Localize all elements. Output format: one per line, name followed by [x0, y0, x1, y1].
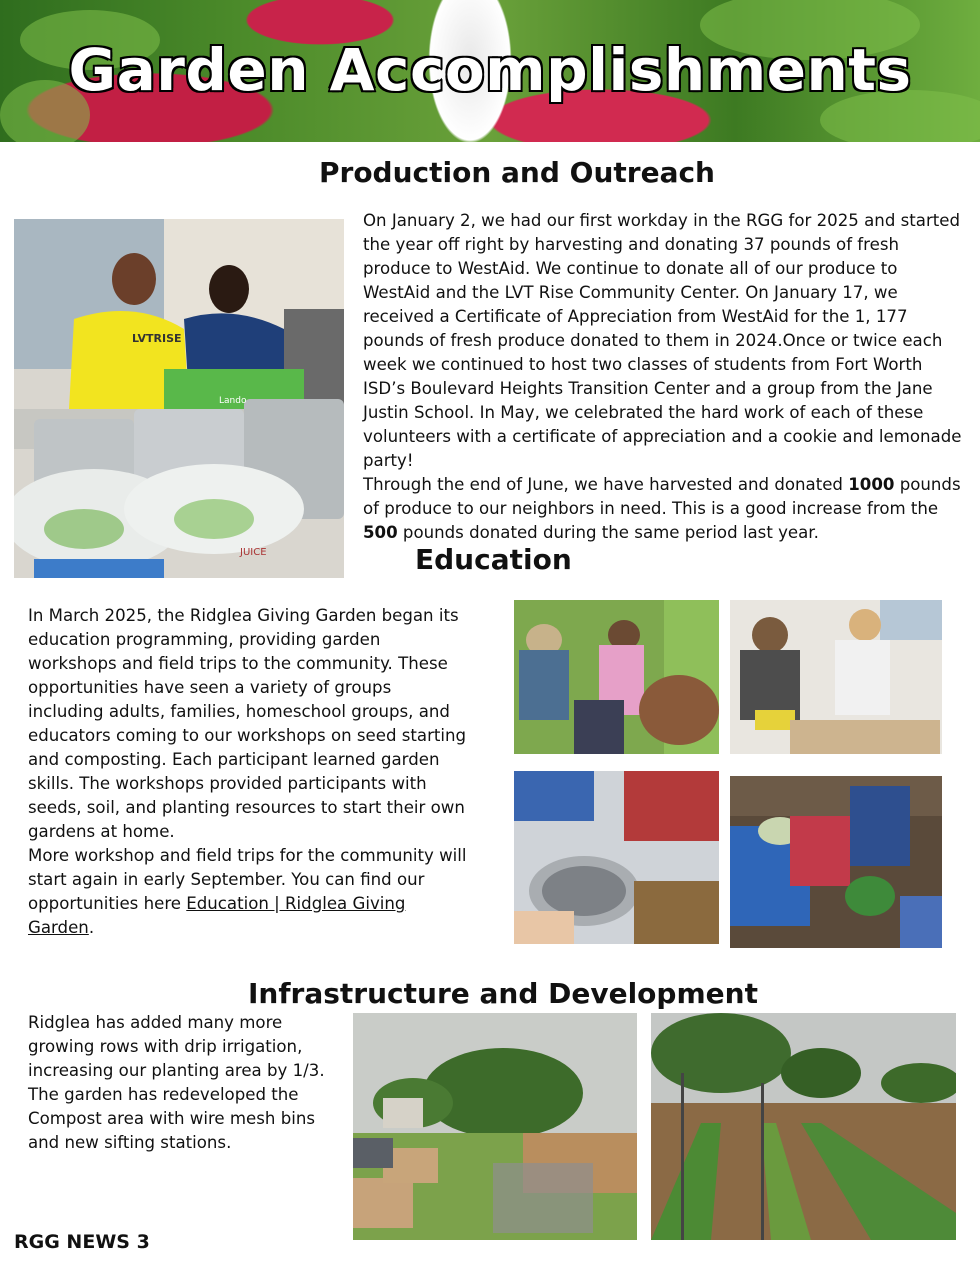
education-heading: Education [415, 543, 572, 576]
education-paragraph-2: More workshop and field trips for the community will start again in early September. You can find our opportunities here Education | Ridglea Giving Garden. [28, 846, 467, 937]
compost-area-photo [353, 1013, 637, 1240]
page-title: Garden Accomplishments [68, 36, 912, 104]
production-paragraph-1: On January 2, we had our first workday in the RGG for 2025 and started the year off right by harvesting and donating 37 pounds of fresh produce to WestAid. We continue to donate all of our produce to WestAid and the LVT Rise Community Center. On January 17, we received a Certificate of Appreciation from WestAid for the 1, 177 pounds of fresh produce donated to them in 2024.Once or twice each week we continued to host two classes of students from Fort Worth ISD’s Boulevard Heights Transition Center and a group from the Jane Justin School. In May, we celebrated the hard work of each of these volunteers with a certificate of appreciation and a cookie and lemonade party! [363, 211, 962, 470]
production-paragraph-2: Through the end of June, we have harvested and donated 1000 pounds of produce to our neighbors in need. This is a good increase from the 500 pounds donated during the same period last year. [363, 475, 961, 542]
shirt-text: LVTRISE [132, 332, 182, 345]
education-photo-2 [730, 600, 942, 754]
header-banner [0, 0, 980, 142]
infrastructure-heading: Infrastructure and Development [248, 977, 758, 1010]
infrastructure-paragraph: Ridglea has added many more growing rows with drip irrigation, increasing our planting area by 1/3. The garden has redeveloped the Compost area with wire mesh bins and new sifting stations. [28, 1013, 325, 1152]
education-photo-4 [730, 776, 942, 948]
production-heading: Production and Outreach [318, 156, 715, 189]
production-text [363, 209, 969, 545]
box-text: Lando [219, 396, 247, 406]
education-paragraph-1: In March 2025, the Ridglea Giving Garden began its education programming, providing garden workshops and field trips to the community. These opportunities have seen a variety of groups including adults, families, homeschool groups, and educators coming to our workshops on seed starting and composting. Each participant learned garden skills. The workshops provided participants with seeds, soil, and planting resources to start their own gardens at home. [28, 606, 467, 841]
donated-pounds-last-year: 500 [363, 523, 398, 542]
volunteers-produce-photo [14, 219, 344, 578]
bag-text: JUICE [240, 547, 267, 558]
footer-label: RGG NEWS 3 [14, 1231, 150, 1253]
education-link[interactable]: Education | Ridglea Giving Garden [28, 894, 406, 937]
education-photo-3 [514, 771, 719, 944]
education-text [28, 604, 468, 940]
donated-pounds-this-year: 1000 [848, 475, 895, 494]
education-photo-1 [514, 600, 719, 754]
infrastructure-text [28, 1011, 338, 1155]
growing-rows-photo [651, 1013, 956, 1240]
